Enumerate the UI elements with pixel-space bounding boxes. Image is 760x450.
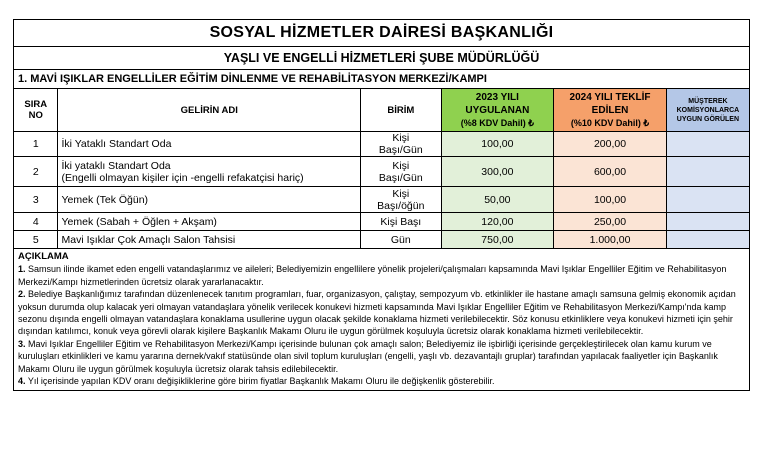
table-row	[14, 157, 749, 187]
row-price-2024: 200,00	[554, 132, 667, 157]
row-name-line1: Mavi Işıklar Çok Amaçlı Salon Tahsisi	[61, 233, 236, 246]
row-price-2024: 250,00	[554, 213, 667, 231]
row-name-line2: (Engelli olmayan kişiler için -engelli refakatçisi hariç)	[61, 171, 304, 184]
note-text: Samsun ilinde ikamet eden engelli vatandaşlarımız ve aileleri; Belediyemizin engellilere yönelik projeleri/çalışmaları kapsamında Mavi Işıklar Engelliler Eğitim ve Rehabilitasyon Merkezi/Kampı hizmetlerinden ücretsiz olarak yararlanacaktır.	[18, 264, 727, 287]
note-item	[18, 288, 745, 338]
row-commission	[666, 157, 749, 187]
row-unit-line1: Kişi	[392, 132, 410, 144]
fee-table	[14, 89, 749, 249]
row-price-2024: 100,00	[554, 187, 667, 213]
note-item	[18, 375, 745, 387]
col-header-name: GELİRİN ADI	[58, 89, 361, 132]
note-item	[18, 263, 745, 288]
row-name-line1: Yemek (Sabah + Öğlen + Akşam)	[61, 215, 217, 228]
row-unit	[361, 231, 441, 249]
row-unit	[361, 132, 441, 157]
row-unit	[361, 187, 441, 213]
note-number: 2.	[18, 289, 26, 300]
row-unit-line2: Başı/Gün	[378, 171, 423, 184]
row-name	[58, 132, 361, 157]
col-header-commission: MÜŞTEREK KOMİSYONLARCA UYGUN GÖRÜLEN	[666, 89, 749, 132]
col-header-2024-line1: 2024 YILI TEKLİF	[569, 91, 651, 103]
note-number: 4.	[18, 376, 26, 387]
col-header-2023	[441, 89, 554, 132]
row-price-2023: 50,00	[441, 187, 554, 213]
row-no: 3	[14, 187, 58, 213]
fee-document	[13, 19, 750, 391]
row-name	[58, 157, 361, 187]
row-unit	[361, 157, 441, 187]
document-subtitle: YAŞLI VE ENGELLİ HİZMETLERİ ŞUBE MÜDÜRLÜĞÜ	[14, 47, 749, 70]
note-text: Mavi Işıklar Engelliler Eğitim ve Rehabilitasyon Merkezi/Kampı içerisinde bulunan çok amaçlı salon; Belediyemiz ile işbirliği içerisinde gerçekleştirilecek olan kamu kurum ve kuruluşları etkinlikleri ve kamu yararına dernek/vakıf statüsünde olan sivil toplum kuruluşları (engelli, yaşlı vb. dezavantajlı gruplar) tarafından yapılacak faaliyetler için Başkanlık Makamı Oluru ile uygun görülmek koşuluyla ücretsiz olarak tahsis edilebilecektir.	[18, 338, 718, 374]
col-header-unit: BİRİM	[361, 89, 441, 132]
row-price-2024: 1.000,00	[554, 231, 667, 249]
note-item	[18, 338, 745, 375]
row-no: 4	[14, 213, 58, 231]
row-unit-line1: Kişi	[392, 187, 410, 200]
row-commission	[666, 187, 749, 213]
row-name	[58, 213, 361, 231]
row-commission	[666, 213, 749, 231]
row-unit-line2: Başı/Gün	[378, 144, 423, 156]
row-name-line1: Yemek (Tek Öğün)	[61, 193, 149, 206]
row-unit-line2: Başı/öğün	[377, 199, 425, 212]
row-price-2023: 300,00	[441, 157, 554, 187]
note-number: 1.	[18, 264, 26, 275]
row-name-line1: İki Yataklı Standart Oda	[61, 138, 172, 150]
col-header-2023-line1: 2023 YILI	[475, 91, 519, 103]
note-text: Belediye Başkanlığımız tarafından düzenlenecek tanıtım programları, fuar, organizasyon, çalıştay, sempozyum vb. etkinlikler ile hastane amaçlı samsuna gelmiş ekonomik açıdan yoksun durumda olup kalacak yeri olmayan vatandaşlara yönelik verilecek konukevi hizmeti kapsamında Mavi Işıklar Engelliler Eğitim ve Rehabilitasyon Merkezi/Kampı'nda kamp sezonu dışında engelli olmayan vatandaşlara konaklama usullerine uygun olacak şekilde konaklama hizmeti verilebilecektir. Söz konusu etkinliklere veya konukevi hizmeti için şehir dışından katılımcı, konuk veya görevli olarak kişilere Başkanlık Makamı Oluru ile uygun görülmek koşuluyla ücretsiz olarak konaklama hizmeti verilebilecektir.	[18, 289, 736, 337]
table-row	[14, 187, 749, 213]
row-unit	[361, 213, 441, 231]
row-price-2023: 750,00	[441, 231, 554, 249]
row-unit-line1: Kişi Başı	[380, 215, 422, 228]
row-unit-line1: Kişi	[392, 159, 410, 172]
col-header-2023-line3: (%8 KDV Dahil) ₺	[460, 117, 534, 128]
document-title: SOSYAL HİZMETLER DAİRESİ BAŞKANLIĞI	[14, 20, 749, 47]
row-commission	[666, 132, 749, 157]
row-no: 1	[14, 132, 58, 157]
row-price-2023: 100,00	[441, 132, 554, 157]
table-header-row	[14, 89, 749, 132]
table-row	[14, 213, 749, 231]
note-number: 3.	[18, 338, 26, 349]
notes-heading: AÇIKLAMA	[18, 251, 69, 262]
col-header-2024-line2: EDİLEN	[591, 104, 629, 116]
table-row	[14, 231, 749, 249]
row-price-2024: 600,00	[554, 157, 667, 187]
col-header-2024	[554, 89, 667, 132]
table-row	[14, 132, 749, 157]
note-text: Yıl içerisinde yapılan KDV oranı değişikliklerine göre birim fiyatlar Başkanlık Makamı Oluru ile değişkenlik gösterebilir.	[25, 376, 495, 387]
col-header-2023-line2: UYGULANAN	[465, 104, 530, 116]
col-header-no: SIRA NO	[14, 89, 58, 132]
explanation-notes	[14, 249, 749, 390]
row-name	[58, 231, 361, 249]
row-commission	[666, 231, 749, 249]
col-header-2024-line3: (%10 KDV Dahil) ₺	[570, 117, 650, 128]
row-no: 5	[14, 231, 58, 249]
row-price-2023: 120,00	[441, 213, 554, 231]
row-name	[58, 187, 361, 213]
row-unit-line1: Gün	[390, 233, 411, 246]
row-no: 2	[14, 157, 58, 187]
row-name-line1: İki yataklı Standart Oda	[61, 159, 171, 172]
section-title: 1. MAVİ IŞIKLAR ENGELLİLER EĞİTİM DİNLENME VE REHABİLİTASYON MERKEZİ/KAMPI	[14, 70, 749, 89]
